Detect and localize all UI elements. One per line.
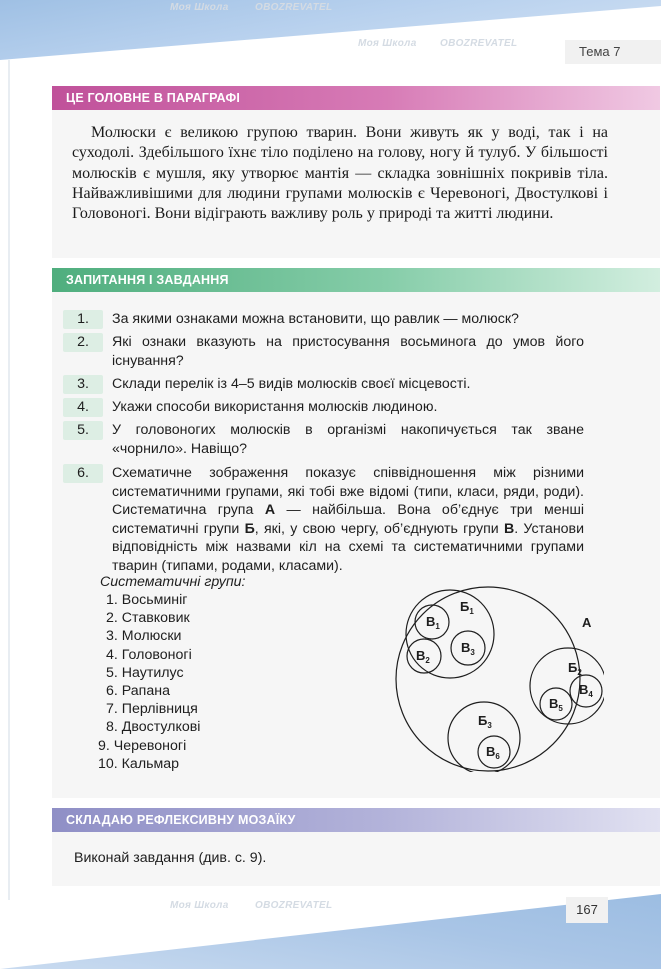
question-text: Укажи способи використання молюсків людиною.: [112, 399, 438, 415]
group-item: 10. Кальмар: [98, 755, 180, 772]
question-item: [74, 421, 584, 458]
label-v4: $В_4$: [579, 682, 593, 699]
groups-title: Систематичні групи:: [100, 574, 246, 590]
question-item: [74, 333, 584, 370]
question-text-part: Схематичне зображення показує співвідношення між різними систематичними групами, які тобі вже відомі (типи, класи, ряди, роди). Систематична група: [112, 465, 584, 518]
questions-header: ЗАПИТАННЯ І ЗАВДАННЯ: [52, 268, 660, 292]
question-item: [74, 375, 584, 394]
group-item: 4. Головоногі: [106, 646, 192, 663]
watermark-moya-shkola: Моя Школа: [170, 2, 229, 13]
question-text: Склади перелік із 4–5 видів молюсків своєї місцевості.: [112, 376, 471, 392]
question-text: У головоногих молюсків в організмі накопичується так зване «чорнило». Навіщо?: [112, 422, 584, 457]
question-text: [112, 464, 584, 575]
question-item: [74, 464, 584, 575]
summary-section: [52, 86, 660, 258]
group-item: 1. Восьминіг: [106, 592, 188, 608]
label-b1: $Б_1$: [460, 599, 474, 616]
question-item: [74, 310, 584, 329]
watermark-obozrevatel: OBOZREVATEL: [255, 2, 333, 13]
question-number: 4.: [63, 398, 103, 417]
circles-diagram: [372, 586, 604, 772]
question-number: 5.: [63, 421, 103, 440]
question-number: 1.: [63, 310, 103, 329]
group-a-label: А: [264, 502, 276, 518]
question-text: Які ознаки вказують на пристосування восьминога до умов його існування?: [112, 334, 584, 369]
questions-section: [52, 268, 660, 798]
question-text-part: , які, у свою чергу, об’єднують групи: [254, 520, 504, 537]
summary-text: Молюски є великою групою тварин. Вони живуть як у воді, так і на суходолі. Здебільшого їхнє тіло поділено на голову, ногу й тулуб. У більшості молюсків є мушля, яку утворює мантія — складка зовнішніх покривів тіла. Найважливішими для людини групами молюсків є Черевоногі, Двостулкові і Головоногі. Вони відіграють важливу роль у природі та житті людини.: [72, 124, 608, 223]
group-b-label: Б: [244, 520, 255, 537]
reflexive-header: СКЛАДАЮ РЕФЛЕКСИВНУ МОЗАЇКУ: [52, 808, 660, 832]
group-v-label: В: [503, 520, 515, 537]
label-v6: $В_6$: [486, 744, 500, 761]
watermark-obozrevatel: OBOZREVATEL: [255, 900, 333, 911]
group-item: 5. Наутилус: [106, 664, 184, 681]
theme-tab: Тема 7: [565, 40, 661, 64]
label-v1: $В_1$: [426, 614, 440, 631]
groups-list: [98, 591, 201, 773]
question-number: 2.: [63, 333, 103, 352]
question-text: За якими ознаками можна встановити, що равлик — молюск?: [112, 311, 519, 327]
group-item: 6. Рапана: [106, 683, 170, 700]
summary-body: [72, 123, 608, 224]
watermark-obozrevatel: OBOZREVATEL: [440, 38, 518, 49]
group-item: 9. Черевоногі: [98, 737, 187, 754]
reflexive-task: Виконай завдання (див. с. 9).: [74, 850, 267, 866]
left-margin-rule: [8, 60, 10, 900]
question-number: 6.: [63, 464, 103, 483]
label-b2: $Б_2$: [568, 660, 582, 677]
group-item: 8. Двостулкові: [106, 719, 201, 736]
question-text-part: — найбільша. Вона об’єднує три менші систематичні групи: [112, 502, 584, 537]
group-item: 2. Ставковик: [106, 610, 190, 627]
group-item: 7. Перлівниця: [106, 701, 198, 718]
question-number: 3.: [63, 375, 103, 394]
watermark-moya-shkola: Моя Школа: [170, 900, 229, 911]
reflexive-section: [52, 808, 660, 886]
page-number: 167: [566, 897, 608, 923]
question-item: [74, 398, 584, 417]
group-item: 3. Молюски: [106, 628, 182, 645]
label-b3: $Б_3$: [478, 713, 492, 730]
label-v5: $В_5$: [549, 696, 563, 713]
label-a: А: [582, 615, 592, 630]
label-v3: $В_3$: [461, 640, 475, 657]
circle-b2: [530, 648, 604, 724]
summary-header: ЦЕ ГОЛОВНЕ В ПАРАГРАФІ: [52, 86, 660, 110]
label-v2: $В_2$: [416, 648, 430, 665]
question-text-part: . Установи відповідність між назвами кіл на схемі та систематичними групами тварин (типами, родами, класами).: [112, 520, 585, 574]
watermark-moya-shkola: Моя Школа: [358, 38, 417, 49]
